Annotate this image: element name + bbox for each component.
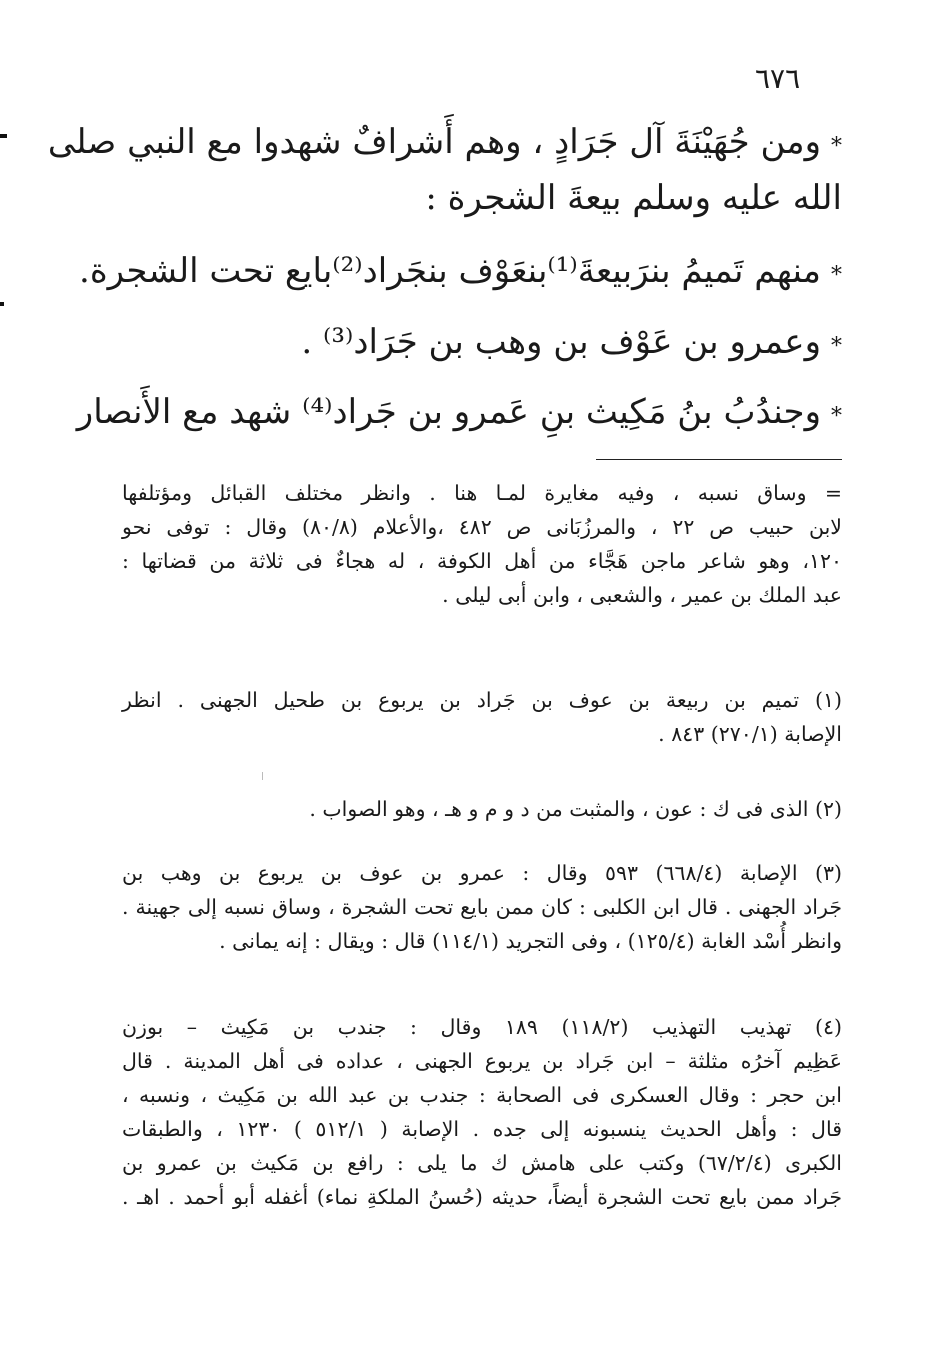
bullet-marker: * (831, 263, 842, 288)
scan-speck (262, 772, 263, 780)
footnote-line: (٣) الإصابة (٦٦٨/٤) ٥٩٣ وقال : عمرو بن عوف بن يربوع بن وهب بن (122, 861, 843, 885)
main-text: منهم تَميمُ بنرَبيعةَ⁽¹⁾بنعَوْف بنجَراد⁽²⁾بايع تحت الشجرة. (79, 251, 821, 291)
footnote-line: قال : وأهل الحديث ينسبونه إلى جده . الإصابة ( ٥١٢/١ ) ١٢٣٠ ، والطبقات (122, 1117, 842, 1141)
footnote-3 (122, 856, 842, 958)
footnote-2 (122, 792, 842, 826)
footnote-line: ابن حجر : وقال العسكرى فى الصحابة : جندب بن عبد الله بن مَكِيث ، ونسبه ، (122, 1083, 842, 1107)
footnote-line: (١) تميم بن ربيعة بن عوف بن جَراد بن يربوع بن طحيل الجهنى . انظر (122, 688, 842, 712)
footnote-line: (٤) تهذيب التهذيب (١١٨/٢) ١٨٩ وقال : جندب بن مَكِيث – بوزن (122, 1015, 842, 1039)
scan-edge-mark (0, 134, 7, 138)
bullet-marker: * (831, 334, 842, 359)
bullet-marker: * (831, 404, 842, 429)
main-text: وعمرو بن عَوْف بن وهب بن جَرَاد⁽³⁾ . (301, 322, 821, 362)
footnote-line: عبد الملك بن عمير ، والشعبى ، وابن أبى ليلى . (442, 583, 842, 607)
main-text-line-1 (47, 122, 842, 167)
main-text: وجندُبُ بنُ مَكِيث بنِ عَمرو بن جَراد⁽⁴⁾ شهد مع الأَنصار (76, 392, 821, 432)
main-text-line-4 (122, 322, 842, 367)
page-number: ٦٧٦ (755, 62, 801, 95)
footnote-line: عَظِيم آخرُه مثلثة – ابن جَراد بن يربوع الجهنى ، عداده فى أهل المدينة . قال (122, 1049, 842, 1073)
footnote-line: جَراد الجهنى . قال ابن الكلبى : كان ممن بايع تحت الشجرة ، وساق نسبه إلى جهينة . (122, 895, 842, 919)
main-text-line-5 (76, 392, 842, 437)
footnote-line: لابن حبيب ص ٢٢ ، والمرزُبَانى ص ٤٨٢ ،والأعلام (٨٠/٨) وقال : توفى نحو (122, 515, 842, 539)
footnote-line: = وساق نسبه ، وفيه مغايرة لمـا هنا . وانظر مختلف القبائل ومؤتلفها (122, 481, 842, 505)
main-text: ومن جُهَيْنَةَ آل جَرَادٍ ، وهم أَشرافٌ شهدوا مع النبي صلى (47, 122, 821, 162)
scan-edge-mark (0, 302, 4, 306)
main-text-line-2 (122, 178, 842, 218)
footnote-line: الكبرى (٦٧/٢/٤) وكتب على هامش ك ما يلى : رافع بن مَكيث بن عمرو بن (122, 1151, 842, 1175)
footnote-line: جَراد ممن بايع تحت الشجرة أيضاً، حديثه (حُسنُ الملكةِ نماء) أغفله أبو أحمد . اهـ . (122, 1185, 842, 1209)
footnote-continuation (122, 476, 842, 612)
bullet-marker: * (831, 134, 842, 159)
main-text-line-3 (79, 251, 842, 296)
footnote-line: ١٢٠، وهو شاعر ماجن هَجَّاء من أهل الكوفة ، له هجاءٌ فى ثلاثة من قضاتها : (122, 549, 842, 573)
footnote-1 (122, 683, 842, 751)
footnote-line: (٢) الذى فى ك : عون ، والمثبت من د و م و هـ ، وهو الصواب . (309, 797, 842, 821)
footnote-line: الإصابة (٢٧٠/١) ٨٤٣ . (658, 722, 842, 746)
footnote-4 (122, 1010, 842, 1214)
footnote-separator (596, 459, 842, 460)
footnote-line: وانظر أُسْد الغابة (١٢٥/٤) ، وفى التجريد (١١٤/١) قال : ويقال : إنه يمانى . (219, 929, 842, 953)
main-text: الله عليه وسلم بيعةَ الشجرة : (425, 178, 842, 218)
